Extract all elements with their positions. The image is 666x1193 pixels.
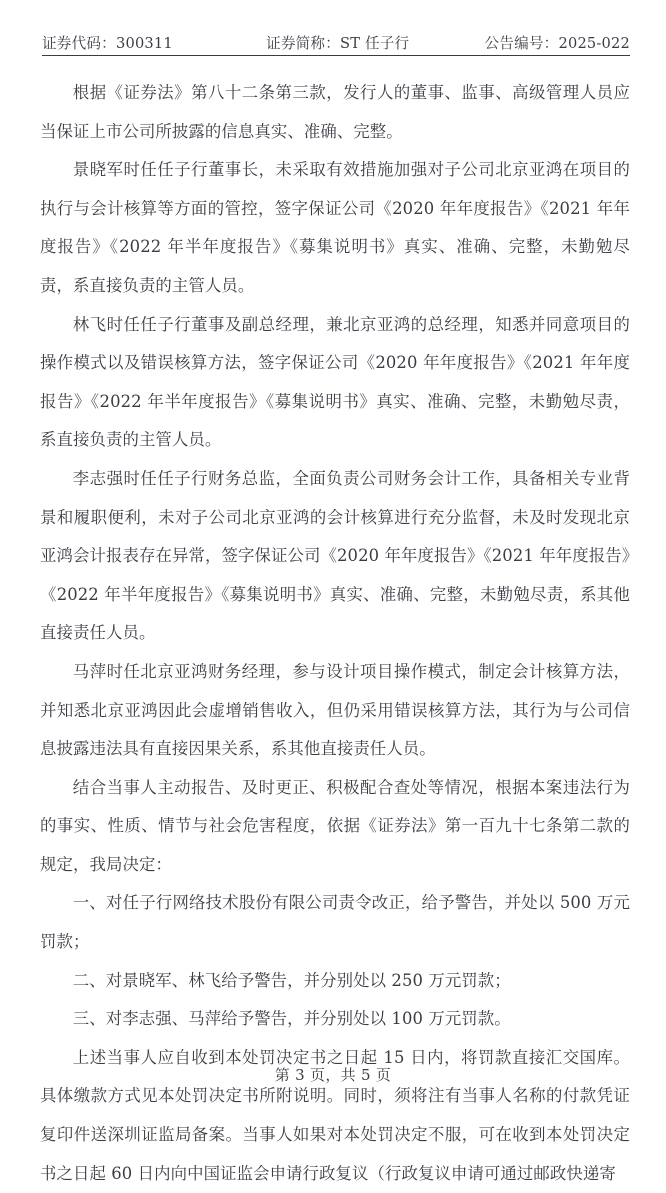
security-short-name: 证券简称：ST 任子行 (266, 35, 410, 52)
announcement-number: 公告编号：2025-022 (484, 35, 630, 52)
document-body (40, 74, 630, 1193)
paragraph: 马萍时任北京亚鸿财务经理，参与设计项目操作模式，制定会计核算方法，并知悉北京亚鸿因此会虚增销售收入，但仍采用错误核算方法，其行为与公司信息披露违法具有直接因果关系，系其他直接责任人员。 (40, 661, 630, 759)
penalty-item: 一、对任子行网络技术股份有限公司责令改正，给予警告，并处以 500 万元罚款； (40, 893, 630, 952)
paragraph: 结合当事人主动报告、及时更正、积极配合查处等情况，根据本案违法行为的事实、性质、情节与社会危害程度，依据《证券法》第一百九十七条第二款的规定，我局决定： (40, 777, 630, 874)
paragraph: 李志强时任任子行财务总监，全面负责公司财务会计工作，具备相关专业背景和履职便利，未对子公司北京亚鸿的会计核算进行充分监督，未及时发现北京亚鸿会计报表存在异常，签字保证公司《2020 年年度报告》《2021 年年度报告》《2022 年半年度报告》《募集说明书》真实、准确、完整，未勤勉尽责，系其他直接责任人员。 (40, 468, 630, 643)
paragraph: 上述当事人应自收到本处罚决定书之日起 15 日内，将罚款直接汇交国库。具体缴款方式见本处罚决定书所附说明。同时，须将注有当事人名称的付款凭证复印件送深圳证监局备案。当事人如果对本处罚决定不服，可在收到本处罚决定书之日起 60 日内向中国证监会申请行政复议（行政复议申请可通过邮政快递寄 (40, 1047, 630, 1183)
page-number-footer: 第 3 页，共 5 页 (274, 1066, 392, 1084)
paragraph: 景晓军时任任子行董事长，未采取有效措施加强对子公司北京亚鸿在项目的执行与会计核算等方面的管控，签字保证公司《2020 年年度报告》《2021 年年度报告》《2022 年半年度报告》《募集说明书》真实、准确、完整，未勤勉尽责，系直接负责的主管人员。 (40, 160, 630, 295)
document-header (42, 30, 630, 56)
paragraph: 林飞时任任子行董事及副总经理，兼北京亚鸿的总经理，知悉并同意项目的操作模式以及错误核算方法，签字保证公司《2020 年年度报告》《2021 年年度报告》《2022 年半年度报告》《募集说明书》真实、准确、完整，未勤勉尽责，系直接负责的主管人员。 (40, 314, 630, 450)
paragraph: 根据《证券法》第八十二条第三款，发行人的董事、监事、高级管理人员应当保证上市公司所披露的信息真实、准确、完整。 (40, 83, 630, 141)
penalty-item: 三、对李志强、马萍给予警告，并分别处以 100 万元罚款。 (72, 1009, 511, 1029)
security-code: 证券代码：300311 (42, 35, 173, 52)
penalty-item: 二、对景晓军、林飞给予警告，并分别处以 250 万元罚款； (72, 970, 511, 990)
